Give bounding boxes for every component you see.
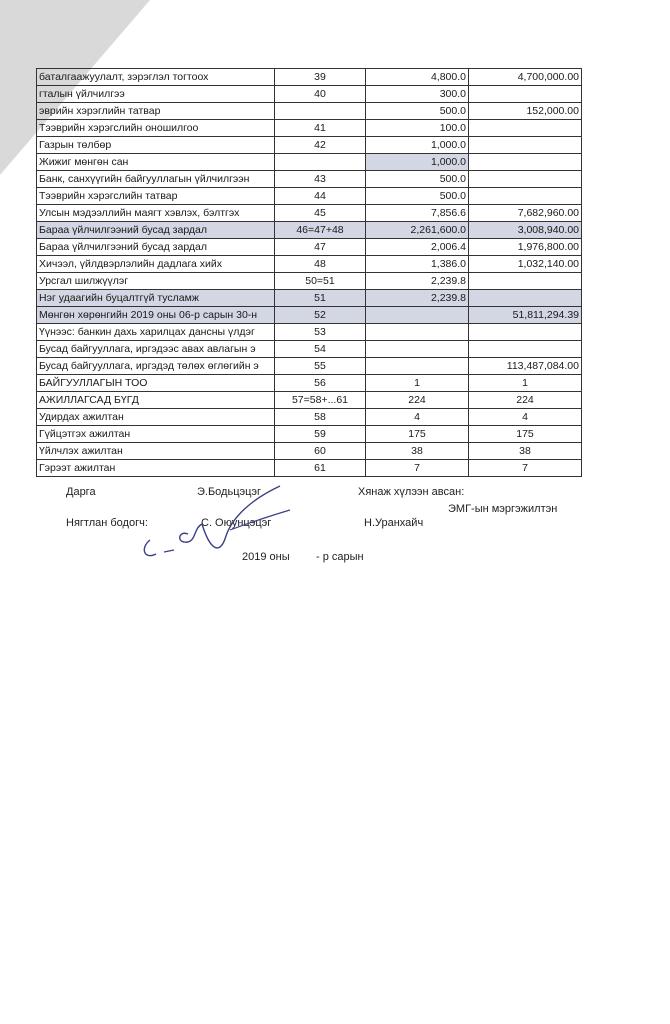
table-row bbox=[37, 171, 582, 188]
row-value-actual: 7 bbox=[469, 460, 582, 477]
row-value-plan: 7,856.6 bbox=[366, 205, 469, 222]
row-label: БАЙГУУЛЛАГЫН ТОО bbox=[37, 375, 275, 392]
row-value-actual bbox=[469, 341, 582, 358]
table-row bbox=[37, 103, 582, 120]
row-value-actual bbox=[469, 86, 582, 103]
row-code: 40 bbox=[275, 86, 366, 103]
row-value-plan: 1,000.0 bbox=[366, 154, 469, 171]
row-code: 61 bbox=[275, 460, 366, 477]
reviewed-label: Хянаж хүлээн авсан: bbox=[358, 486, 465, 498]
row-code: 54 bbox=[275, 341, 366, 358]
row-label: Үйлчлэх ажилтан bbox=[37, 443, 275, 460]
handwritten-signature bbox=[130, 480, 310, 570]
row-code: 55 bbox=[275, 358, 366, 375]
accountant-title: Нягтлан бодогч: bbox=[66, 517, 148, 529]
row-value-actual bbox=[469, 154, 582, 171]
director-name: Э.Бодьцэцэг bbox=[197, 486, 262, 498]
row-label: Бусад байгууллага, иргэдээс авах авлагын э bbox=[37, 341, 275, 358]
row-label: баталгаажуулалт, зэрэглэл тогтоох bbox=[37, 69, 275, 86]
row-value-plan: 1,000.0 bbox=[366, 137, 469, 154]
row-label: эврийн хэрэглийн татвар bbox=[37, 103, 275, 120]
row-label: Гэрээт ажилтан bbox=[37, 460, 275, 477]
row-label: Хичээл, үйлдвэрлэлийн дадлага хийх bbox=[37, 256, 275, 273]
row-code: 47 bbox=[275, 239, 366, 256]
table-row bbox=[37, 86, 582, 103]
table-row bbox=[37, 120, 582, 137]
row-value-plan: 500.0 bbox=[366, 188, 469, 205]
row-value-plan: 100.0 bbox=[366, 120, 469, 137]
emg-specialist-title: ЭМГ-ын мэргэжилтэн bbox=[448, 503, 558, 515]
row-value-plan: 4 bbox=[366, 409, 469, 426]
row-value-plan: 300.0 bbox=[366, 86, 469, 103]
row-value-actual bbox=[469, 137, 582, 154]
row-code bbox=[275, 103, 366, 120]
row-code: 50=51 bbox=[275, 273, 366, 290]
table-row bbox=[37, 222, 582, 239]
row-code bbox=[275, 154, 366, 171]
table-row bbox=[37, 358, 582, 375]
table-row bbox=[37, 375, 582, 392]
row-label: Гүйцэтгэх ажилтан bbox=[37, 426, 275, 443]
row-label: Удирдах ажилтан bbox=[37, 409, 275, 426]
table-row bbox=[37, 205, 582, 222]
row-code: 48 bbox=[275, 256, 366, 273]
row-value-actual: 38 bbox=[469, 443, 582, 460]
date-year: 2019 оны bbox=[242, 551, 290, 563]
table-row bbox=[37, 307, 582, 324]
row-label: Бараа үйлчилгээний бусад зардал bbox=[37, 239, 275, 256]
row-label: Бараа үйлчилгээний бусад зардал bbox=[37, 222, 275, 239]
row-value-plan: 2,006.4 bbox=[366, 239, 469, 256]
row-code: 41 bbox=[275, 120, 366, 137]
row-code: 53 bbox=[275, 324, 366, 341]
table-row bbox=[37, 273, 582, 290]
row-value-plan: 2,261,600.0 bbox=[366, 222, 469, 239]
row-code: 57=58+...61 bbox=[275, 392, 366, 409]
row-value-plan: 2,239.8 bbox=[366, 290, 469, 307]
row-value-actual: 152,000.00 bbox=[469, 103, 582, 120]
row-value-actual: 175 bbox=[469, 426, 582, 443]
row-value-actual: 1 bbox=[469, 375, 582, 392]
row-value-plan: 4,800.0 bbox=[366, 69, 469, 86]
row-label: Газрын төлбөр bbox=[37, 137, 275, 154]
row-value-actual: 51,811,294.39 bbox=[469, 307, 582, 324]
table-row bbox=[37, 290, 582, 307]
row-value-actual bbox=[469, 290, 582, 307]
table-row bbox=[37, 239, 582, 256]
row-value-plan: 38 bbox=[366, 443, 469, 460]
row-label: АЖИЛЛАГСАД БҮГД bbox=[37, 392, 275, 409]
row-label: Банк, санхүүгийн байгууллагын үйлчилгээн bbox=[37, 171, 275, 188]
reviewer-name: Н.Уранхайч bbox=[364, 517, 424, 529]
row-value-plan: 224 bbox=[366, 392, 469, 409]
table-row bbox=[37, 443, 582, 460]
row-label: Улсын мэдээллийн маягт хэвлэх, бэлтгэх bbox=[37, 205, 275, 222]
table-row bbox=[37, 460, 582, 477]
row-value-actual bbox=[469, 273, 582, 290]
row-code: 44 bbox=[275, 188, 366, 205]
row-label: Урсгал шилжүүлэг bbox=[37, 273, 275, 290]
table-row bbox=[37, 256, 582, 273]
row-value-actual bbox=[469, 188, 582, 205]
row-label: Бусад байгууллага, иргэдэд төлөх өглөгийн э bbox=[37, 358, 275, 375]
row-value-plan bbox=[366, 324, 469, 341]
row-code: 39 bbox=[275, 69, 366, 86]
row-code: 52 bbox=[275, 307, 366, 324]
date-month: - р сарын bbox=[316, 551, 364, 563]
row-value-plan bbox=[366, 358, 469, 375]
row-value-actual bbox=[469, 171, 582, 188]
row-value-actual: 224 bbox=[469, 392, 582, 409]
row-label: Тээврийн хэрэгслийн татвар bbox=[37, 188, 275, 205]
table-row bbox=[37, 409, 582, 426]
row-code: 46=47+48 bbox=[275, 222, 366, 239]
row-value-plan: 7 bbox=[366, 460, 469, 477]
row-value-actual: 1,032,140.00 bbox=[469, 256, 582, 273]
row-label: Үүнээс: банкин дахь харилцах дансны үлдэг bbox=[37, 324, 275, 341]
row-code: 43 bbox=[275, 171, 366, 188]
row-value-plan bbox=[366, 307, 469, 324]
financial-table-body bbox=[37, 69, 582, 477]
row-label: гталын үйлчилгээ bbox=[37, 86, 275, 103]
row-value-plan: 1 bbox=[366, 375, 469, 392]
row-value-actual: 4,700,000.00 bbox=[469, 69, 582, 86]
row-value-actual bbox=[469, 324, 582, 341]
row-label: Тээврийн хэрэгслийн оношилгоо bbox=[37, 120, 275, 137]
row-code: 51 bbox=[275, 290, 366, 307]
table-row bbox=[37, 188, 582, 205]
director-title: Дарга bbox=[66, 486, 96, 498]
row-value-actual: 113,487,084.00 bbox=[469, 358, 582, 375]
row-value-actual: 7,682,960.00 bbox=[469, 205, 582, 222]
row-label: Нэг удаагийн буцалтгүй тусламж bbox=[37, 290, 275, 307]
accountant-name: С. Оюунцэцэг bbox=[201, 517, 272, 529]
table-row bbox=[37, 137, 582, 154]
row-value-plan bbox=[366, 341, 469, 358]
table-row bbox=[37, 426, 582, 443]
row-code: 56 bbox=[275, 375, 366, 392]
table-row bbox=[37, 324, 582, 341]
row-value-plan: 500.0 bbox=[366, 171, 469, 188]
row-value-actual: 1,976,800.00 bbox=[469, 239, 582, 256]
row-code: 45 bbox=[275, 205, 366, 222]
row-value-plan: 175 bbox=[366, 426, 469, 443]
table-row bbox=[37, 69, 582, 86]
financial-table bbox=[36, 68, 582, 477]
row-label: Мөнгөн хөрөнгийн 2019 оны 06-р сарын 30-н bbox=[37, 307, 275, 324]
row-label: Жижиг мөнгөн сан bbox=[37, 154, 275, 171]
row-code: 58 bbox=[275, 409, 366, 426]
row-code: 59 bbox=[275, 426, 366, 443]
row-value-actual: 4 bbox=[469, 409, 582, 426]
row-code: 60 bbox=[275, 443, 366, 460]
table-row bbox=[37, 154, 582, 171]
table-row bbox=[37, 392, 582, 409]
row-value-actual: 3,008,940.00 bbox=[469, 222, 582, 239]
row-code: 42 bbox=[275, 137, 366, 154]
table-row bbox=[37, 341, 582, 358]
row-value-plan: 500.0 bbox=[366, 103, 469, 120]
row-value-actual bbox=[469, 120, 582, 137]
row-value-plan: 2,239.8 bbox=[366, 273, 469, 290]
row-value-plan: 1,386.0 bbox=[366, 256, 469, 273]
